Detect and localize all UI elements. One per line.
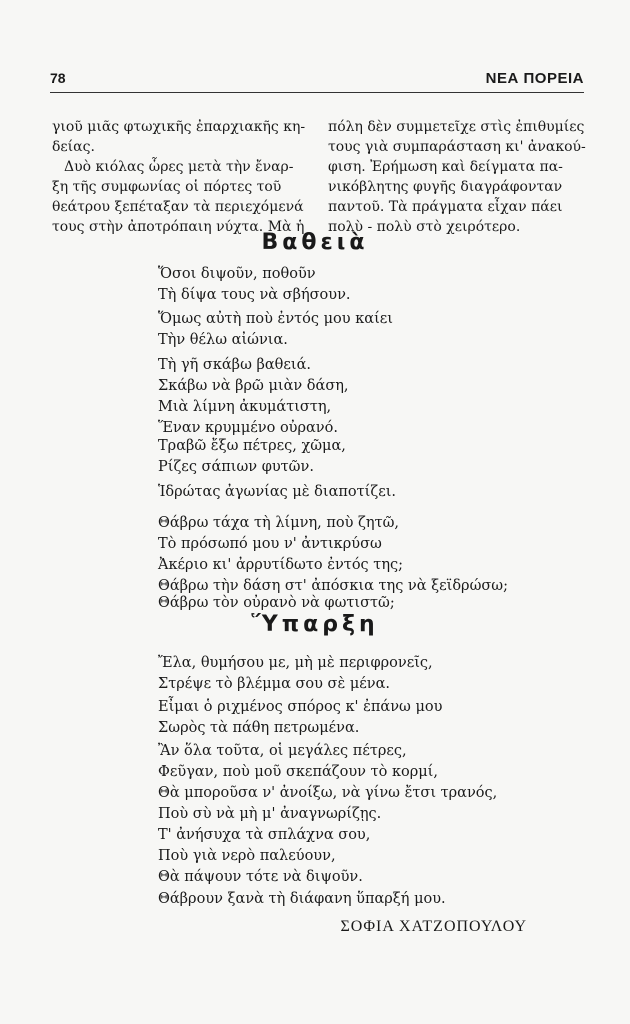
verse-line: Ὅμως αὐτὴ ποὺ ἐντός μου καίει (158, 311, 393, 327)
prose-line: δείας. (52, 139, 95, 155)
verse-line: Τὴν θέλω αἰώνια. (158, 332, 288, 348)
verse-line: Σωρὸς τὰ πάθη πετρωμένα. (158, 720, 360, 736)
verse-line: Θάβρω τὸν οὐρανὸ νὰ φωτιστῶ; (158, 595, 395, 611)
prose-line: παντοῦ. Τὰ πράγματα εἶχαν πάει (328, 199, 563, 215)
verse-line: Τραβῶ ἔξω πέτρες, χῶμα, (158, 438, 346, 454)
verse-line: Ἀκέριο κι' ἀρρυτίδωτο ἐντός της; (158, 557, 404, 573)
verse-line: Ποὺ σὺ νὰ μὴ μ' ἀναγνωρίζῃς. (158, 806, 382, 822)
poem-title: Βαθειὰ (261, 230, 369, 255)
verse-line: Φεῦγαν, ποὺ μοῦ σκεπάζουν τὸ κορμί, (158, 764, 438, 780)
stanza (158, 355, 349, 439)
verse-line: Ἱδρώτας ἀγωνίας μὲ διαποτίζει. (158, 484, 397, 500)
prose-line: Δυὸ κιόλας ὧρες μετὰ τὴν ἔναρ- (64, 159, 294, 175)
verse-line: Εἶμαι ὁ ριχμένος σπόρος κ' ἐπάνω μου (158, 699, 443, 715)
author-signature: ΣΟΦΙΑ ΧΑΤΖΟΠΟΥΛΟΥ (340, 918, 527, 935)
verse-line: Θὰ μποροῦσα ν' ἀνοίξω, νὰ γίνω ἔτσι τρανός, (158, 785, 498, 801)
stanza (158, 825, 370, 888)
verse-line: Θάβρουν ξανὰ τὴ διάφανη ὕπαρξή μου. (158, 891, 446, 907)
prose-right-column (328, 117, 585, 237)
stanza (158, 593, 395, 614)
stanza (158, 309, 393, 351)
prose-line: θεάτρου ξεπέταξαν τὰ περιεχόμενά (52, 199, 304, 215)
verse-line: Ρίζες σάπιων φυτῶν. (158, 459, 314, 475)
verse-line: Ὅσοι διψοῦν, ποθοῦν (158, 266, 316, 282)
verse-line: Τὴ γῆ σκάβω βαθειά. (158, 357, 312, 373)
verse-line: Στρέψε τὸ βλέμμα σου σὲ μένα. (158, 676, 390, 692)
verse-line: Ἔλα, θυμήσου με, μὴ μὲ περιφρονεῖς, (158, 655, 433, 671)
verse-line: Μιὰ λίμνη ἀκυμάτιστη, (158, 399, 332, 415)
prose-line: γιοῦ μιᾶς φτωχικῆς ἐπαρχιακῆς κη- (52, 119, 306, 135)
stanza (158, 513, 508, 597)
verse-line: Τὴ δίψα τους νὰ σβήσουν. (158, 287, 351, 303)
prose-line: νικόβλητης φυγῆς διαγράφονταν (328, 179, 563, 195)
stanza (158, 264, 351, 306)
stanza (158, 889, 446, 910)
stanza (158, 482, 396, 503)
stanza (158, 741, 497, 825)
prose-line: ξη τῆς συμφωνίας οἱ πόρτες τοῦ (52, 179, 282, 195)
verse-line: Θάβρω τὴν δάση στ' ἀπόσκια της νὰ ξεϊδρώσω; (158, 578, 509, 594)
verse-line: Θὰ πάψουν τότε νὰ διψοῦν. (158, 869, 363, 885)
prose-line: φιση. Ἐρήμωση καὶ δείγματα πα- (328, 159, 563, 175)
verse-line: Ἂν ὅλα τοῦτα, οἱ μεγάλες πέτρες, (158, 743, 407, 759)
page-number: 78 (50, 70, 66, 86)
poem-title: Ὕπαρξη (251, 612, 379, 637)
stanza (158, 436, 346, 478)
verse-line: Θάβρω τάχα τὴ λίμνη, ποὺ ζητῶ, (158, 515, 400, 531)
verse-line: Τὸ πρόσωπό μου ν' ἀντικρύσω (158, 536, 382, 552)
verse-line: Τ' ἀνήσυχα τὰ σπλάχνα σου, (158, 827, 371, 843)
page-header (50, 70, 584, 93)
stanza (158, 697, 442, 739)
verse-line: Ποὺ γιὰ νερὸ παλεύουν, (158, 848, 336, 864)
journal-title: ΝΕΑ ΠΟΡΕΙΑ (485, 70, 584, 87)
prose-left-column (52, 117, 307, 237)
prose-line: τους γιὰ συμπαράσταση κι' ἀνακού- (328, 139, 586, 155)
prose-line: τους στὴν ἀποτρόπαιη νύχτα. Μὰ ἡ (52, 219, 305, 235)
prose-line: πόλη δὲν συμμετεῖχε στὶς ἐπιθυμίες (328, 119, 585, 135)
verse-line: Ἕναν κρυμμένο οὐρανό. (158, 420, 338, 436)
verse-line: Σκάβω νὰ βρῶ μιὰν δάση, (158, 378, 349, 394)
stanza (158, 653, 433, 695)
prose-line: πολὺ - πολὺ στὸ χειρότερο. (328, 219, 521, 235)
